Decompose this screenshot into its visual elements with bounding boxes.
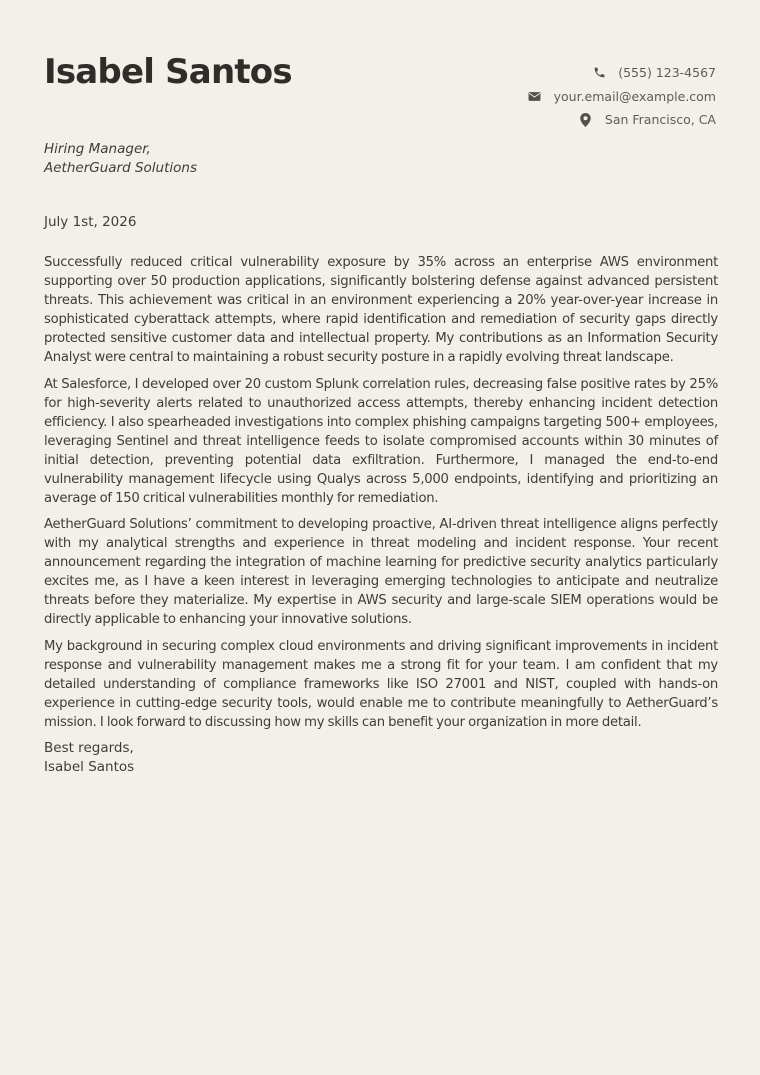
letter-date: July 1st, 2026 bbox=[44, 214, 137, 230]
contact-email: your.email@example.com bbox=[553, 88, 716, 104]
closing-salutation: Best regards, bbox=[44, 740, 134, 756]
phone-icon bbox=[592, 66, 606, 80]
contact-location-row bbox=[528, 108, 716, 132]
body-paragraph: My background in securing complex cloud environments and driving significant improvements in incident response and vulnerability management makes me a strong fit for your team. I am confident that my detailed understanding of compliance frameworks like ISO 27001 and NIST, coupled with hands-on experience in cutting-edge security tools, would enable me to contribute meaningfully to AetherGuard’s mission. I look forward to discussing how my skills can benefit your organization in more detail. bbox=[44, 638, 718, 730]
contact-phone: (555) 123-4567 bbox=[618, 65, 716, 81]
recipient-block bbox=[44, 140, 197, 178]
envelope-icon bbox=[528, 89, 542, 103]
contact-email-row bbox=[528, 85, 716, 109]
contact-phone-row bbox=[528, 61, 716, 85]
cover-letter-page bbox=[44, 0, 718, 1075]
map-pin-icon bbox=[579, 113, 593, 127]
contact-location: San Francisco, CA bbox=[604, 112, 716, 128]
closing-signature: Isabel Santos bbox=[44, 759, 135, 775]
body-paragraph: Successfully reduced critical vulnerability exposure by 35% across an enterprise AWS environment supporting over 50 production applications, significantly bolstering defense against advanced persistent threats. This achievement was critical in an environment experiencing a 20% year-over-year increase in sophisticated cyberattack attempts, where rapid identification and remediation of security gaps directly protected sensitive customer data and intellectual property. My contributions as an Information Security Analyst were central to maintaining a robust security posture in a rapidly evolving threat landscape. bbox=[44, 255, 718, 365]
recipient-company: AetherGuard Solutions bbox=[44, 160, 197, 176]
contact-block bbox=[528, 61, 716, 132]
letter-body bbox=[44, 253, 718, 777]
body-paragraph: AetherGuard Solutions’ commitment to developing proactive, AI-driven threat intelligence aligns perfectly with my analytical strengths and experience in threat modeling and incident response. Your recent announcement regarding the integration of machine learning for predictive security analytics particularly excites me, as I have a keen interest in leveraging emerging technologies to anticipate and neutralize threats before they materialize. My expertise in AWS security and large-scale SIEM operations would be directly applicable to enhancing your innovative solutions. bbox=[44, 517, 718, 627]
body-paragraph: At Salesforce, I developed over 20 custom Splunk correlation rules, decreasing false positive rates by 25% for high-severity alerts related to unauthorized access attempts, thereby enhancing incident detection efficiency. I also spearheaded investigations into complex phishing campaigns targeting 500+ employees, leveraging Sentinel and threat intelligence feeds to isolate compromised accounts within 30 minutes of initial detection, preventing potential data exfiltration. Furthermore, I managed the end-to-end vulnerability management lifecycle using Qualys across 5,000 endpoints, identifying and prioritizing an average of 150 critical vulnerabilities monthly for remediation. bbox=[44, 376, 718, 506]
closing-block bbox=[44, 739, 718, 777]
applicant-name: Isabel Santos bbox=[44, 52, 292, 92]
recipient-title: Hiring Manager, bbox=[44, 141, 151, 157]
